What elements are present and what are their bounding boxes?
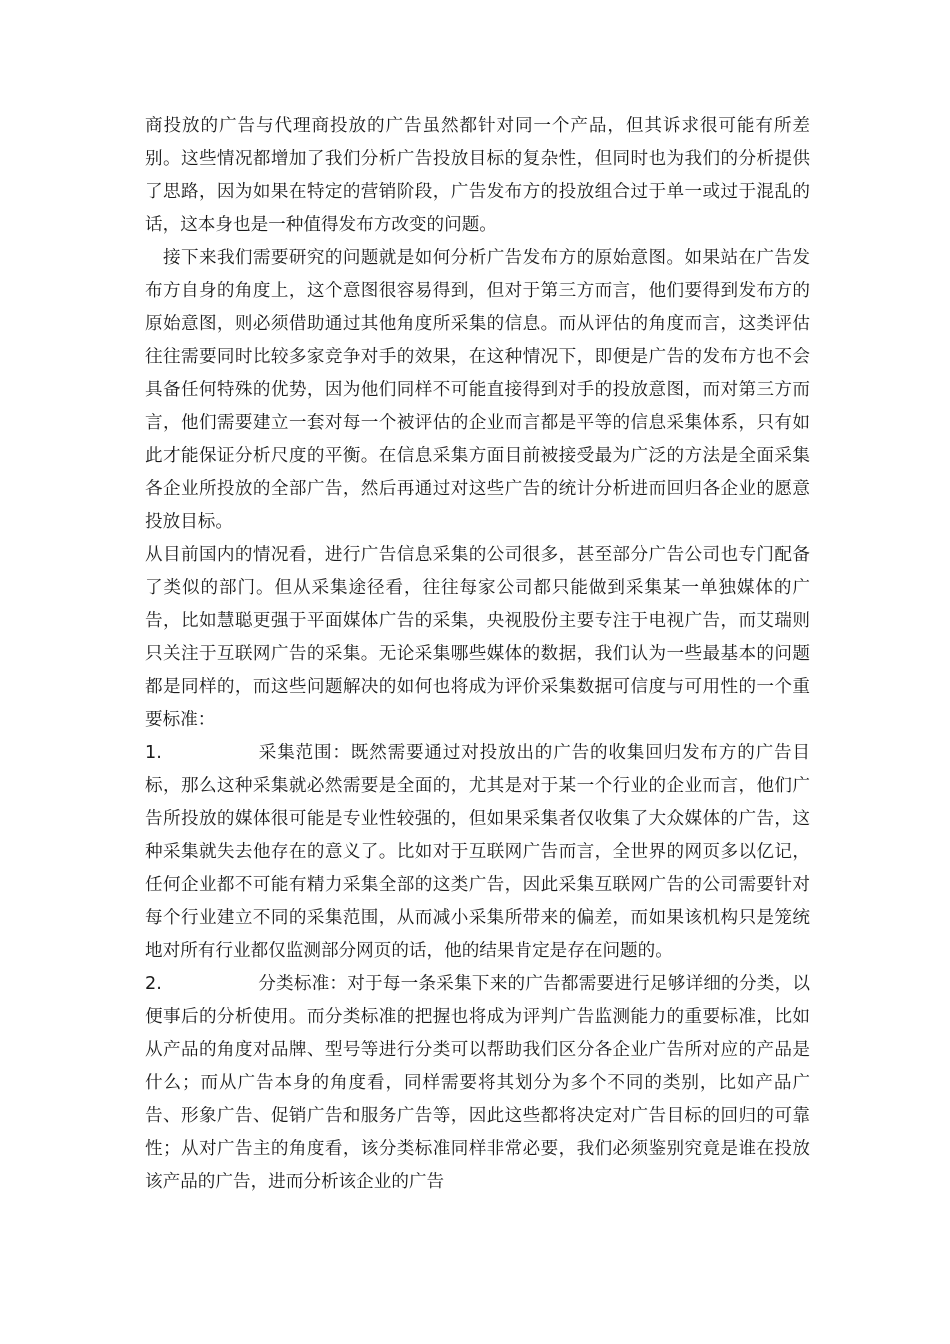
list-number-1: 1. <box>145 743 162 763</box>
list-number-2: 2. <box>145 974 162 994</box>
paragraph-3: 从目前国内的情况看，进行广告信息采集的公司很多，甚至部分广告公司也专门配备了类似的部门。但从采集途径看，往往每家公司都只能做到采集某一单独媒体的广告，比如慧聪更强于平面媒体广告的采集，央视股份主要专注于电视广告，而艾瑞则只关注于互联网广告的采集。无论采集哪些媒体的数据，我们认为一些最基本的问题都是同样的，而这些问题解决的如何也将成为评价采集数据可信度与可用性的一个重要标准： <box>145 545 810 730</box>
list-text-1: 采集范围：既然需要通过对投放出的广告的收集回归发布方的广告目标，那么这种采集就必然需要是全面的，尤其是对于某一个行业的企业而言，他们广告所投放的媒体很可能是专业性较强的，但如果采集者仅收集了大众媒体的广告，这种采集就失去他存在的意义了。比如对于互联网广告而言，全世界的网页多以亿记，任何企业都不可能有精力采集全部的这类广告，因此采集互联网广告的公司需要针对每个行业建立不同的采集范围，从而减小采集所带来的偏差，而如果该机构只是笼统地对所有行业都仅监测部分网页的话，他的结果肯定是存在问题的。 <box>145 743 810 961</box>
list-text-2: 分类标准：对于每一条采集下来的广告都需要进行足够详细的分类，以便事后的分析使用。而分类标准的把握也将成为评判广告监测能力的重要标准，比如从产品的角度对品牌、型号等进行分类可以帮助我们区分各企业广告所对应的产品是什么；而从广告本身的角度看，同样需要将其划分为多个不同的类别，比如产品广告、形象广告、促销广告和服务广告等，因此这些都将决定对广告目标的回归的可靠性；从对广告主的角度看，该分类标准同样非常必要，我们必须鉴别究竟是谁在投放该产品的广告，进而分析该企业的广告 <box>145 974 810 1192</box>
list-item-2 <box>145 968 810 1199</box>
list-item-1 <box>145 737 810 968</box>
paragraph-1: 商投放的广告与代理商投放的广告虽然都针对同一个产品，但其诉求很可能有所差别。这些情况都增加了我们分析广告投放目标的复杂性，但同时也为我们的分析提供了思路，因为如果在特定的营销阶段，广告发布方的投放组合过于单一或过于混乱的话，这本身也是一种值得发布方改变的问题。 <box>145 116 810 235</box>
document-page <box>145 110 810 1199</box>
paragraph-2: 接下来我们需要研究的问题就是如何分析广告发布方的原始意图。如果站在广告发布方自身的角度上，这个意图很容易得到，但对于第三方而言，他们要得到发布方的原始意图，则必须借助通过其他角度所采集的信息。而从评估的角度而言，这类评估往往需要同时比较多家竞争对手的效果，在这种情况下，即便是广告的发布方也不会具备任何特殊的优势，因为他们同样不可能直接得到对手的投放意图，而对第三方而言，他们需要建立一套对每一个被评估的企业而言都是平等的信息采集体系，只有如此才能保证分析尺度的平衡。在信息采集方面目前被接受最为广泛的方法是全面采集各企业所投放的全部广告，然后再通过对这些广告的统计分析进而回归各企业的愿意投放目标。 <box>145 248 810 532</box>
